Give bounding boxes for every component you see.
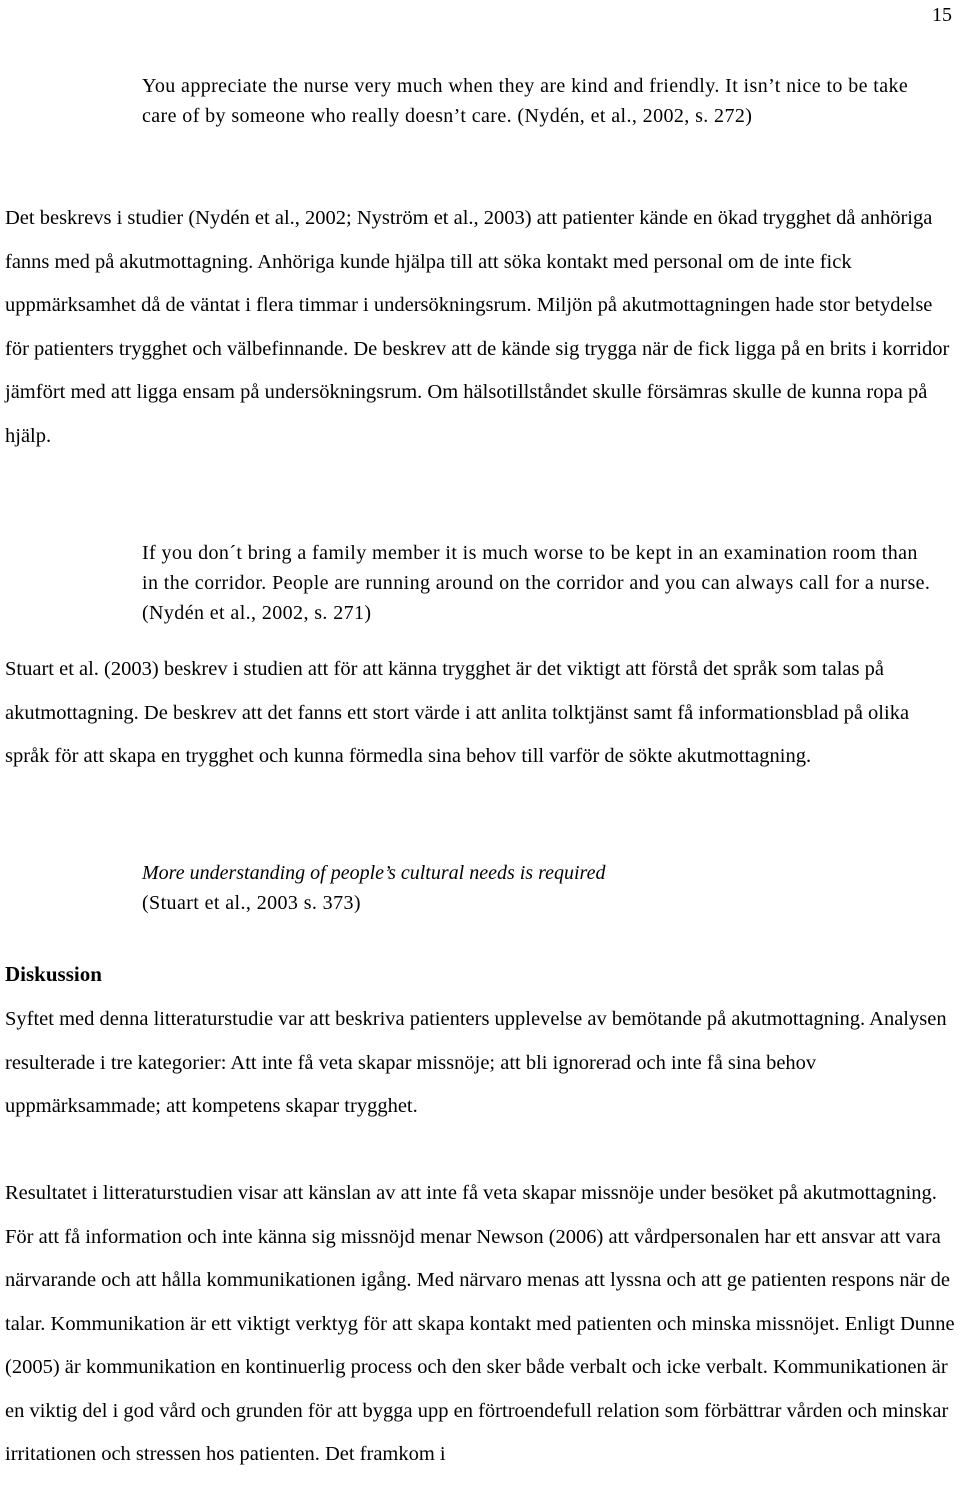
paragraph-4: Resultatet i litteraturstudien visar att känslan av att inte få veta skapar missnöje under besöket på akutmottagning. För att få information och inte känna sig missnöjd menar Newson (2006) att vårdpersonalen har ett ansvar att vara närvarande och att hålla kommunikationen igång. Med närvaro menas att lyssna och att ge patienten respons när de talar. Kommunikation är ett viktigt verktyg för att skapa kontakt med patienten och minska missnöjet. Enligt Dunne (2005) är kommunikation en kontinuerlig process och den sker både verbalt och icke verbalt. Kommunikationen är en viktig del i god vård och grunden för att bygga upp en förtroendefull relation som förbättrar vården och minskar irritationen och stressen hos patienten. Det framkom i <box>5 1182 955 1465</box>
paragraph-2: Stuart et al. (2003) beskrev i studien att för att känna trygghet är det viktigt att förstå det språk som talas på akutmottagning. De beskrev att det fanns ett stort värde i att anlita tolktjänst samt få informationsblad på olika språk för att skapa en trygghet och kunna förmedla sina behov till varför de sökte akutmottagning. <box>5 658 910 767</box>
quote-3-text: More understanding of people’s cultural needs is required <box>142 862 606 884</box>
page-number: 15 <box>932 4 952 26</box>
quote-1: You appreciate the nurse very much when they are kind and friendly. It isn’t nice to be take care of by someone who really doesn’t care. (Nydén, et al., 2002, s. 272) <box>142 75 909 127</box>
quote-2: If you don´t bring a family member it is much worse to be kept in an examination room than in the corridor. People are running around on the corridor and you can always call for a nurse. (Nydén et al., 2002, s. 271) <box>142 542 931 624</box>
quote-3 <box>142 858 932 918</box>
paragraph-3: Syftet med denna litteraturstudie var att beskriva patienters upplevelse av bemötande på akutmottagning. Analysen resulterade i tre kategorier: Att inte få veta skapar missnöje; att bli ignorerad och inte få sina behov uppmärksammade; att kompetens skapar trygghet. <box>5 1008 947 1117</box>
quote-3-citation: (Stuart et al., 2003 s. 373) <box>142 892 361 914</box>
paragraph-1: Det beskrevs i studier (Nydén et al., 2002; Nyström et al., 2003) att patienter kände en ökad trygghet då anhöriga fanns med på akutmottagning. Anhöriga kunde hjälpa till att söka kontakt med personal om de inte fick uppmärksamhet då de väntat i flera timmar i undersökningsrum. Miljön på akutmottagningen hade stor betydelse för patienters trygghet och välbefinnande. De beskrev att de kände sig trygga när de fick ligga på en brits i korridor jämfört med att ligga ensam på undersökningsrum. Om hälsotillståndet skulle försämras skulle de kunna ropa på hjälp. <box>5 207 950 447</box>
section-heading: Diskussion <box>5 962 102 986</box>
